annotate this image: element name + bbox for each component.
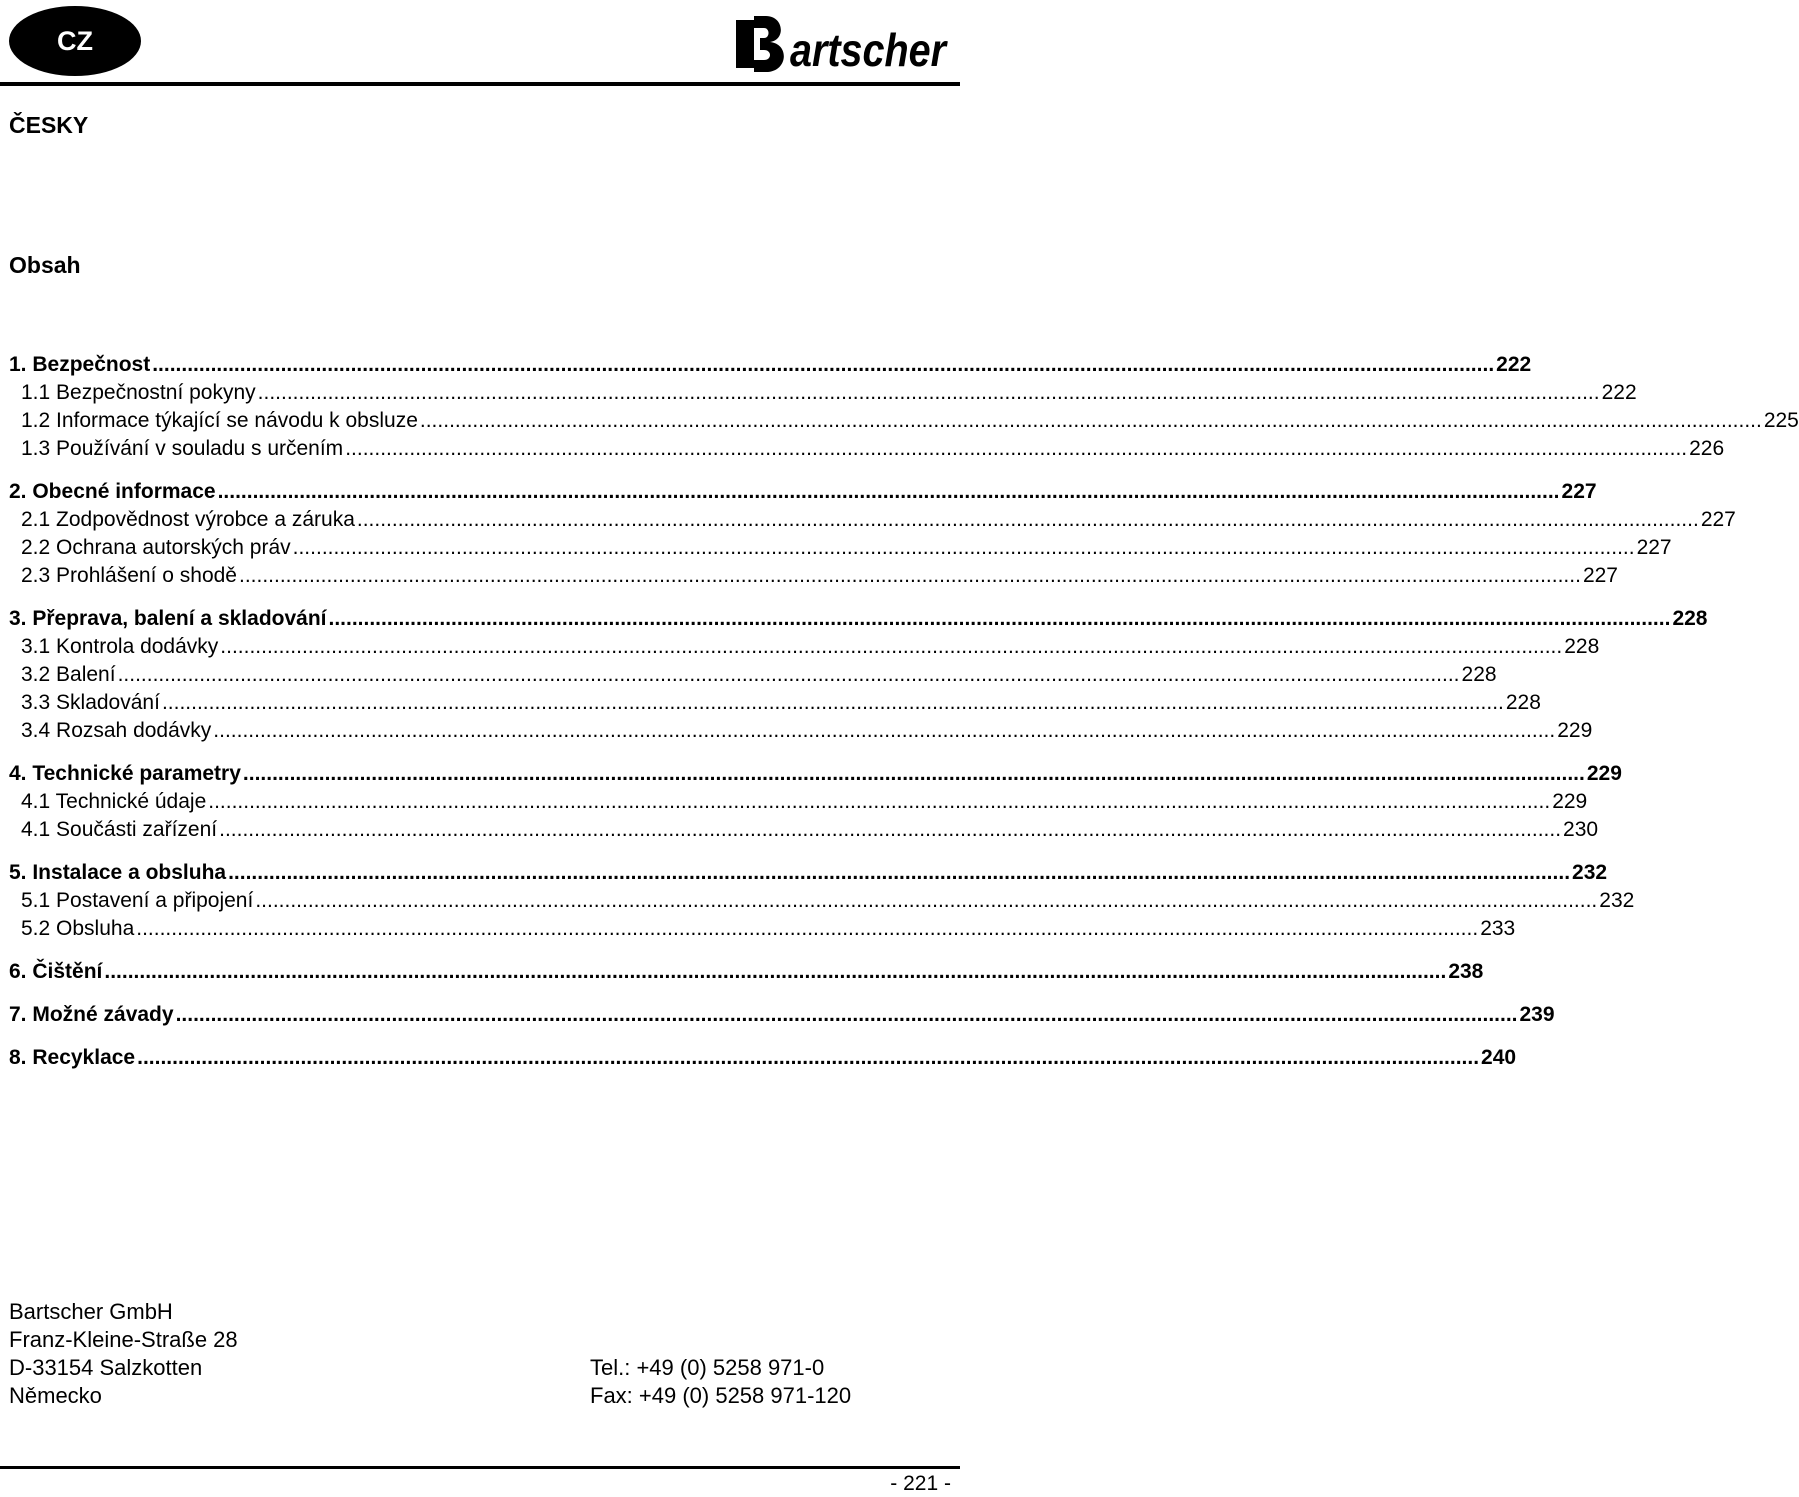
toc-section-entry[interactable] [9, 534, 1672, 562]
toc-leader-dots [136, 915, 1478, 943]
toc-entry-title: 4.1 Technické údaje [21, 790, 207, 813]
toc-section-entry[interactable] [9, 562, 1618, 590]
toc-chapter-entry[interactable] [9, 1044, 1517, 1072]
toc-leader-dots [345, 435, 1687, 463]
toc-chapter-entry[interactable] [9, 478, 1597, 506]
toc-leader-dots [293, 534, 1635, 562]
toc-entry-page: 229 [1557, 719, 1593, 742]
toc-entry-page: 228 [1672, 607, 1708, 630]
toc-section-entry[interactable] [9, 915, 1516, 943]
toc-entry-page: 230 [1563, 818, 1599, 841]
toc-leader-dots [176, 1001, 1518, 1029]
toc-chapter-entry[interactable] [9, 605, 1708, 633]
toc-entry-title: 1.3 Používání v souladu s určením [21, 437, 344, 460]
toc-entry-title: 6. Čištění [9, 960, 103, 983]
toc-leader-dots [218, 478, 1560, 506]
toc-leader-dots [219, 816, 1561, 844]
toc-section-entry[interactable] [9, 887, 1635, 915]
toc-entry-title: 5.2 Obsluha [21, 917, 135, 940]
toc-entry-title: 2.3 Prohlášení o shodě [21, 564, 237, 587]
toc-entry-title: 1. Bezpečnost [9, 353, 151, 376]
toc-chapter-entry[interactable] [9, 760, 1622, 788]
fax-number: Fax: +49 (0) 5258 971-120 [590, 1383, 852, 1408]
contact-block [590, 1354, 851, 1410]
toc-entry-page: 228 [1461, 663, 1497, 686]
toc-section-entry[interactable] [9, 689, 1541, 717]
language-badge: CZ [9, 6, 141, 76]
address-block [9, 1298, 238, 1410]
toc-section-entry[interactable] [9, 788, 1588, 816]
toc-entry-title: 3.1 Kontrola dodávky [21, 635, 219, 658]
toc-entry-title: 3.4 Rozsah dodávky [21, 719, 212, 742]
toc-entry-page: 232 [1599, 889, 1635, 912]
toc-leader-dots [255, 887, 1597, 915]
toc-leader-dots [239, 562, 1581, 590]
toc-chapter-entry[interactable] [9, 1001, 1555, 1029]
phone-number: Tel.: +49 (0) 5258 971-0 [590, 1355, 825, 1380]
street: Franz-Kleine-Straße 28 [9, 1327, 238, 1352]
toc-section-entry[interactable] [9, 717, 1593, 745]
toc-leader-dots [118, 661, 1460, 689]
toc-section-entry[interactable] [9, 379, 1637, 407]
toc-entry-page: 227 [1636, 536, 1672, 559]
toc-leader-dots [420, 407, 1762, 435]
toc-entry-page: 229 [1552, 790, 1588, 813]
toc-entry-title: 5. Instalace a obsluha [9, 861, 227, 884]
toc-leader-dots [228, 859, 1570, 887]
toc-entry-title: 1.2 Informace týkající se návodu k obsluze [21, 409, 418, 432]
toc-entry-title: 3.2 Balení [21, 663, 116, 686]
toc-entry-page: 226 [1689, 437, 1725, 460]
toc-leader-dots [357, 506, 1699, 534]
toc-leader-dots [137, 1044, 1479, 1072]
page-header [0, 0, 960, 90]
toc-entry-title: 2.2 Ochrana autorských práv [21, 536, 291, 559]
toc-heading: Obsah [9, 252, 81, 278]
toc-entry-page: 222 [1496, 353, 1532, 376]
toc-entry-page: 233 [1480, 917, 1516, 940]
toc-entry-title: 4.1 Součásti zařízení [21, 818, 218, 841]
toc-leader-dots [329, 605, 1671, 633]
language-heading: ČESKY [9, 112, 89, 138]
toc-leader-dots [258, 379, 1600, 407]
toc-chapter-entry[interactable] [9, 351, 1532, 379]
country: Německo [9, 1383, 102, 1408]
toc-leader-dots [220, 633, 1562, 661]
toc-section-entry[interactable] [9, 816, 1599, 844]
toc-entry-page: 240 [1481, 1046, 1517, 1069]
toc-entry-page: 222 [1601, 381, 1637, 404]
toc-leader-dots [208, 788, 1550, 816]
company-name: Bartscher GmbH [9, 1299, 173, 1324]
toc-entry-page: 228 [1505, 691, 1541, 714]
toc-section-entry[interactable] [9, 435, 1725, 463]
toc-section-entry[interactable] [9, 407, 1799, 435]
toc-section-entry[interactable] [9, 633, 1600, 661]
toc-leader-dots [213, 717, 1555, 745]
toc-leader-dots [162, 689, 1504, 717]
table-of-contents [9, 351, 1799, 1072]
toc-section-entry[interactable] [9, 661, 1497, 689]
toc-section-entry[interactable] [9, 506, 1736, 534]
toc-entry-title: 2.1 Zodpovědnost výrobce a záruka [21, 508, 355, 531]
toc-leader-dots [243, 760, 1585, 788]
toc-entry-page: 238 [1448, 960, 1484, 983]
city: D-33154 Salzkotten [9, 1355, 203, 1380]
footer-rule [0, 1466, 960, 1469]
bartscher-logo [732, 10, 948, 76]
toc-chapter-entry[interactable] [9, 859, 1608, 887]
svg-text:artscher: artscher [790, 24, 948, 76]
toc-entry-title: 3. Přeprava, balení a skladování [9, 607, 327, 630]
header-rule [0, 82, 960, 86]
page-number: - 221 - [890, 1472, 951, 1495]
toc-entry-page: 229 [1586, 762, 1622, 785]
toc-entry-page: 227 [1700, 508, 1736, 531]
toc-entry-title: 1.1 Bezpečnostní pokyny [21, 381, 256, 404]
toc-entry-page: 225 [1763, 409, 1799, 432]
toc-entry-title: 4. Technické parametry [9, 762, 241, 785]
toc-entry-page: 227 [1582, 564, 1618, 587]
toc-entry-title: 8. Recyklace [9, 1046, 136, 1069]
toc-entry-title: 2. Obecné informace [9, 480, 216, 503]
toc-entry-page: 239 [1519, 1003, 1555, 1026]
toc-entry-page: 228 [1564, 635, 1600, 658]
toc-leader-dots [152, 351, 1494, 379]
toc-entry-title: 3.3 Skladování [21, 691, 160, 714]
toc-entry-title: 7. Možné závady [9, 1003, 174, 1026]
toc-entry-page: 227 [1561, 480, 1597, 503]
toc-entry-title: 5.1 Postavení a připojení [21, 889, 254, 912]
toc-entry-page: 232 [1572, 861, 1608, 884]
toc-leader-dots [104, 958, 1446, 986]
toc-chapter-entry[interactable] [9, 958, 1484, 986]
